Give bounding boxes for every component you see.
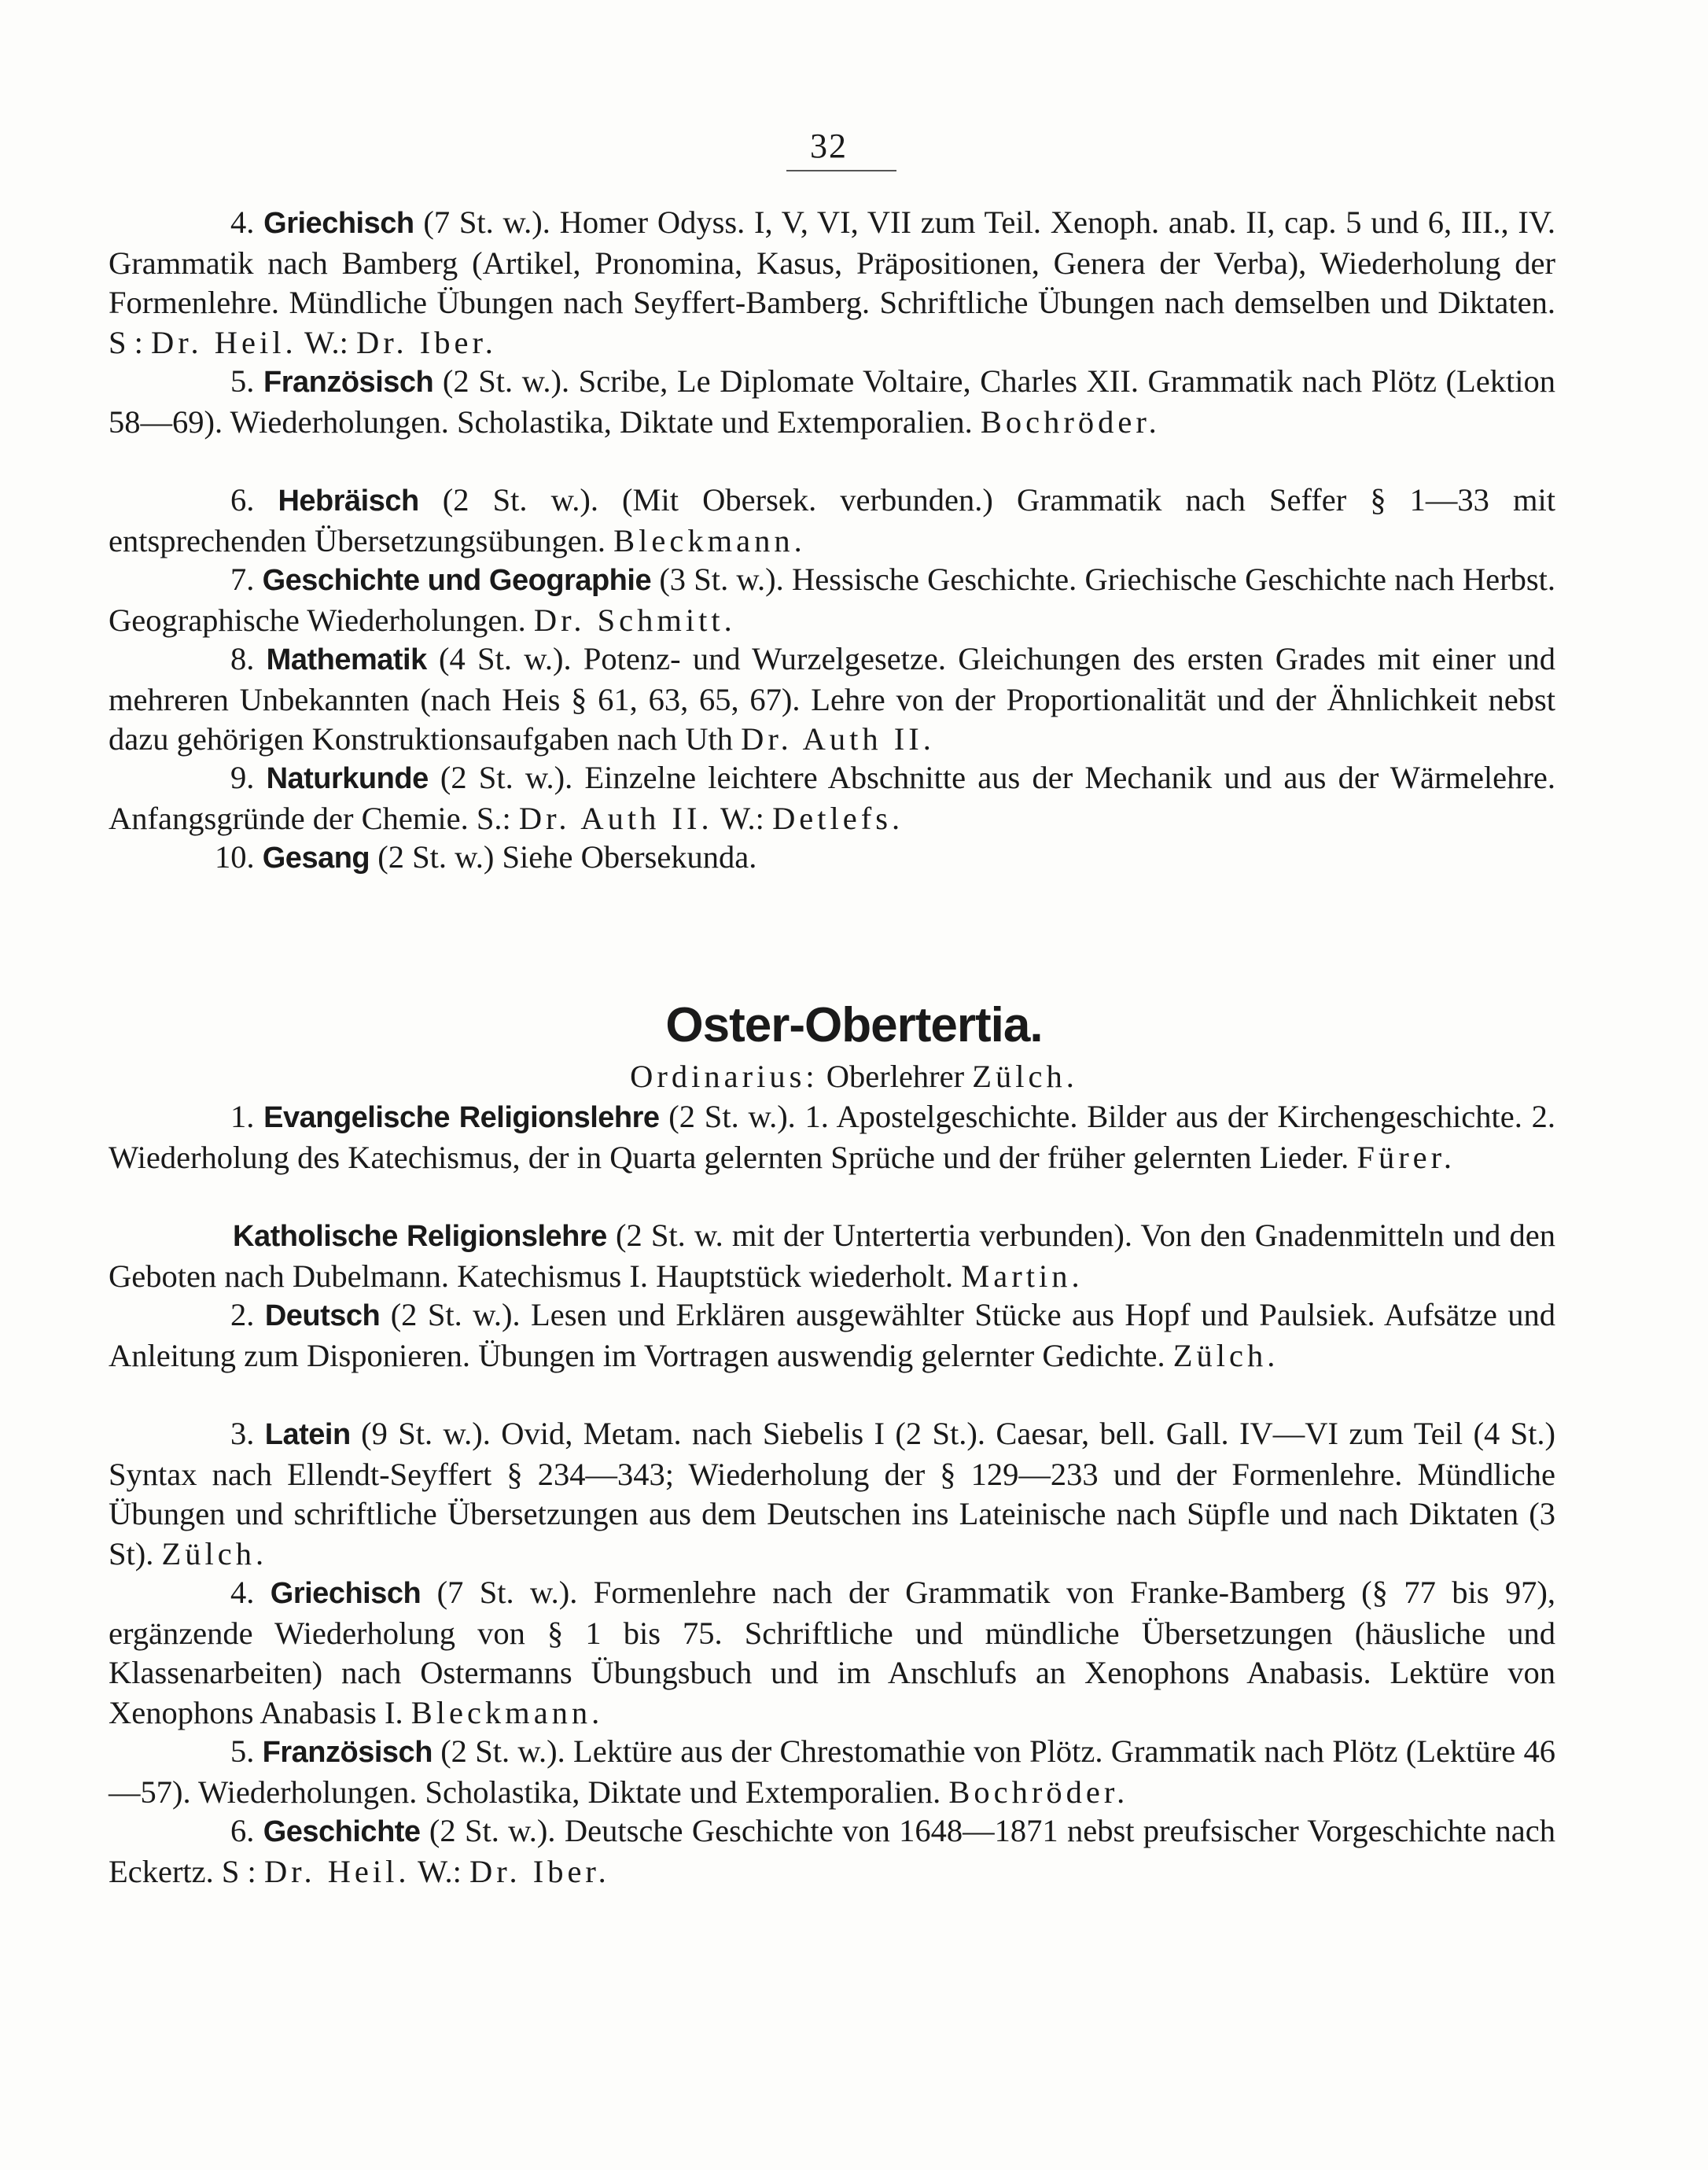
paragraph-latein: 3. Latein (9 St. w.). Ovid, Metam. nach Siebelis I (2 St.). Caesar, bell. Gall. IV—VI zum Teil (4 St.) Syntax nach Ellendt-Seyffert § 234—343; Wiederholung der § 129—233 und der Formenlehre. Mündliche Übungen und schriftliche Übersetzungen aus dem Deutschen ins Lateinische nach Süpfle und nach Diktaten (3 St). Zülch. <box>109 1416 1556 1571</box>
paragraph-franzoesisch-2: 5. Französisch (2 St. w.). Lektüre aus der Chrestomathie von Plötz. Grammatik nach Plötz (Lektüre 46—57). Wiederholungen. Scholastika, Diktate und Extemporalien. Bochröder. <box>109 1733 1555 1810</box>
paragraph-deutsch: 2. Deutsch (2 St. w.). Lesen und Erklären ausgewählter Stücke aus Hopf und Paulsiek. Aufsätze und Anleitung zum Disponieren. Übungen im Vortragen auswendig gelernter Gedichte. Zülch. <box>109 1297 1555 1373</box>
teacher-name: Dr. Heil. <box>263 1853 410 1889</box>
subject-heading: Latein <box>264 1418 351 1451</box>
paragraph-kath-religion: Katholische Religionslehre (2 St. w. mit der Untertertia verbunden). Von den Gnadenmitteln und den Geboten nach Dubelmann. Katechismus I. Hauptstück wiederholt. Martin. <box>109 1218 1555 1294</box>
paragraph-franzoesisch: 5. Französisch (2 St. w.). Scribe, Le Diplomate Voltaire, Charles XII. Grammatik nach Plötz (Lektion 58—69). Wiederholungen. Scholastika, Diktate und Extemporalien. Bochröder. <box>109 363 1556 440</box>
page-number-rule <box>786 170 896 171</box>
teacher-name: Dr. Heil. <box>151 324 297 360</box>
section-heading: Oster-Obertertia. <box>665 998 1043 1052</box>
ordinarius-line: Ordinarius: Oberlehrer Zülch. <box>630 1059 1078 1094</box>
subject-heading: Gesang <box>262 842 370 875</box>
paragraph-griechisch-2: 4. Griechisch (7 St. w.). Formenlehre nach der Grammatik von Franke-Bamberg (§ 77 bis 97), ergänzende Wiederholung von § 1 bis 75. Schriftliche und mündliche Übersetzungen (häusliche und Klassenarbeiten) nach Ostermanns Übungsbuch und im Anschlufs an Xenophons Anabasis. Lektüre von Xenophons Anabasis I. Bleckmann. <box>109 1575 1555 1730</box>
subject-heading: Naturkunde <box>266 762 429 795</box>
subject-heading: Griechisch <box>270 1577 421 1610</box>
paragraph-hebraeisch: 6. Hebräisch (2 St. w.). (Mit Obersek. verbunden.) Grammatik nach Seffer § 1—33 mit entsprechenden Übersetzungsübungen. Bleckmann. <box>109 482 1555 558</box>
subject-heading: Hebräisch <box>278 484 419 518</box>
paragraph-griechisch: 4. Griechisch (7 St. w.). Homer Odyss. I, V, VI, VII zum Teil. Xenoph. anab. II, cap. 5 und 6, III., IV. Grammatik nach Bamberg (Artikel, Pronomina, Kasus, Präpositionen, Genera der Verba), Wiederholung der Formenlehre. Mündliche Übungen nach Seyffert-Bamberg. Schriftliche Übungen nach demselben und Diktaten. S : Dr. Heil. W.: Dr. Iber. <box>109 204 1556 360</box>
teacher-name: Dr. Auth II. <box>518 800 713 836</box>
teacher-name: Dr. Iber. <box>469 1853 610 1889</box>
subject-heading: Französisch <box>262 1736 433 1769</box>
teacher-name: Dr. Schmitt. <box>533 602 736 638</box>
paragraph-mathematik: 8. Mathematik (4 St. w.). Potenz- und Wurzelgesetze. Gleichungen des ersten Grades mit einer und mehreren Unbekannten (nach Heis § 61, 63, 65, 67). Lehre von der Proportionalität und der Ähnlichkeit nebst dazu gehörigen Konstruktionsaufgaben nach Uth Dr. Auth II. <box>109 641 1556 757</box>
teacher-name: Bochröder. <box>980 403 1161 440</box>
teacher-name: Zülch. <box>972 1059 1078 1094</box>
subject-heading: Evangelische Religionslehre <box>263 1101 660 1134</box>
page-number: 32 <box>810 127 848 165</box>
subject-heading: Deutsch <box>264 1299 381 1332</box>
teacher-name: Zülch. <box>161 1535 268 1571</box>
subject-heading: Griechisch <box>263 207 414 240</box>
teacher-name: Bochröder. <box>948 1774 1129 1810</box>
teacher-name: Zülch. <box>1172 1337 1279 1373</box>
subject-heading: Geschichte <box>263 1815 421 1848</box>
teacher-name: Bleckmann. <box>613 522 806 558</box>
paragraph-gesang: 10. Gesang (2 St. w.) Siehe Obersekunda. <box>215 839 757 875</box>
subject-heading: Französisch <box>263 366 434 399</box>
teacher-name: Detlefs. <box>772 800 904 836</box>
subject-heading: Geschichte und Geographie <box>262 564 652 597</box>
teacher-name: Fürer. <box>1356 1139 1456 1175</box>
teacher-name: Bleckmann. <box>410 1694 604 1730</box>
paragraph-naturkunde: 9. Naturkunde (2 St. w.). Einzelne leichtere Abschnitte aus der Mechanik und aus der Wärmelehre. Anfangsgründe der Chemie. S.: Dr. Auth II. W.: Detlefs. <box>109 760 1555 836</box>
paragraph-geschichte-geographie: 7. Geschichte und Geographie (3 St. w.). Hessische Geschichte. Griechische Geschichte nach Herbst. Geographische Wiederholungen. Dr. Schmitt. <box>109 562 1556 638</box>
paragraph-geschichte: 6. Geschichte (2 St. w.). Deutsche Geschichte von 1648—1871 nebst preufsischer Vorgeschichte nach Eckertz. S : Dr. Heil. W.: Dr. Iber. <box>109 1813 1556 1889</box>
paragraph-ev-religion: 1. Evangelische Religionslehre (2 St. w.). 1. Apostelgeschichte. Bilder aus der Kirchengeschichte. 2. Wiederholung des Katechismus, der in Quarta gelernten Sprüche und der früher gelernten Lieder. Fürer. <box>109 1099 1556 1175</box>
teacher-name: Martin. <box>961 1258 1084 1294</box>
subject-heading: Mathematik <box>266 643 427 676</box>
teacher-name: Dr. Iber. <box>356 324 497 360</box>
teacher-name: Dr. Auth II. <box>741 721 935 757</box>
subject-heading: Katholische Religionslehre <box>233 1220 607 1253</box>
